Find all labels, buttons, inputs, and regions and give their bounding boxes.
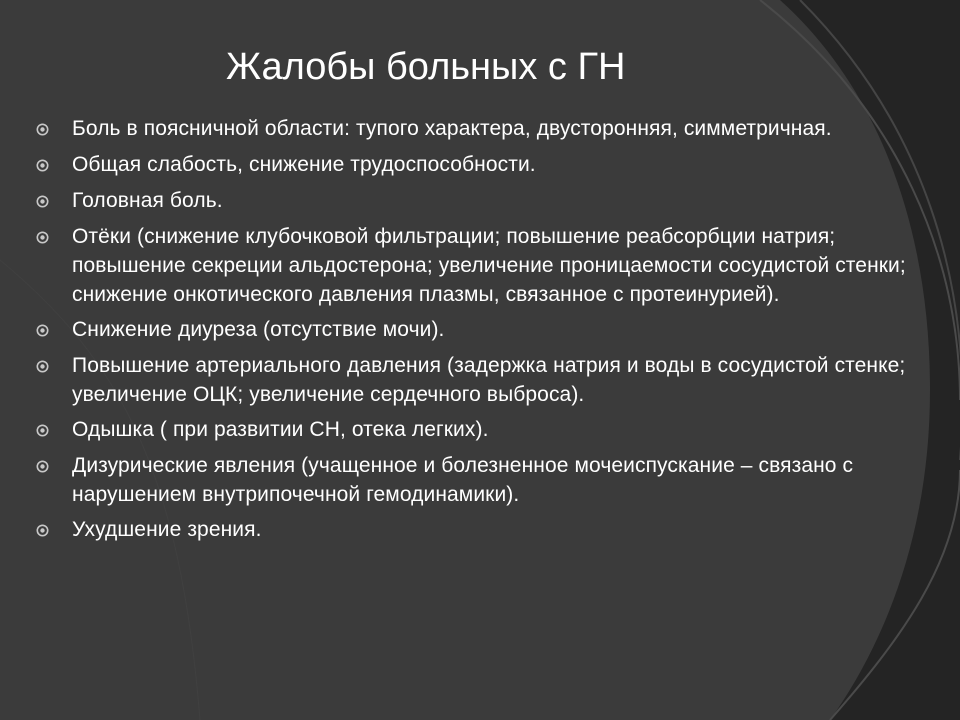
list-item-text: Отёки (снижение клубочковой фильтрации; повышение реабсорбции натрия; повышение секреции альдостерона; увеличение проницаемости сосудистой стенки; снижение онкотического давления плазмы, связанное с протеинурией).: [72, 225, 906, 306]
list-item-text: Общая слабость, снижение трудоспособности.: [72, 153, 536, 176]
list-item: [36, 415, 916, 445]
list-item-text: Снижение диуреза (отсутствие мочи).: [72, 318, 445, 341]
target-bullet-icon: [36, 123, 49, 136]
list-item-text: Ухудшение зрения.: [72, 518, 262, 541]
target-bullet-icon: [36, 324, 49, 337]
list-item: [36, 114, 916, 144]
list-item-text: Головная боль.: [72, 189, 223, 212]
list-item: [36, 222, 916, 309]
target-bullet-icon: [36, 424, 49, 437]
list-item: [36, 515, 916, 545]
list-item-text: Одышка ( при развитии СН, отека легких).: [72, 418, 489, 441]
list-item: [36, 150, 916, 180]
target-bullet-icon: [36, 360, 49, 373]
list-item-text: Боль в поясничной области: тупого характера, двусторонняя, симметричная.: [72, 117, 832, 140]
target-bullet-icon: [36, 524, 49, 537]
target-bullet-icon: [36, 195, 49, 208]
list-item-text: Дизурические явления (учащенное и болезненное мочеиспускание – связано с нарушением внутрипочечной гемодинамики).: [72, 454, 854, 506]
bullet-list: [36, 114, 916, 551]
list-item: [36, 451, 916, 509]
slide-title: Жалобы больных с ГН: [226, 46, 626, 88]
list-item: [36, 186, 916, 216]
list-item: [36, 315, 916, 345]
target-bullet-icon: [36, 460, 49, 473]
list-item: [36, 351, 916, 409]
list-item-text: Повышение артериального давления (задержка натрия и воды в сосудистой стенке; увеличение ОЦК; увеличение сердечного выброса).: [72, 354, 906, 406]
target-bullet-icon: [36, 231, 49, 244]
target-bullet-icon: [36, 159, 49, 172]
